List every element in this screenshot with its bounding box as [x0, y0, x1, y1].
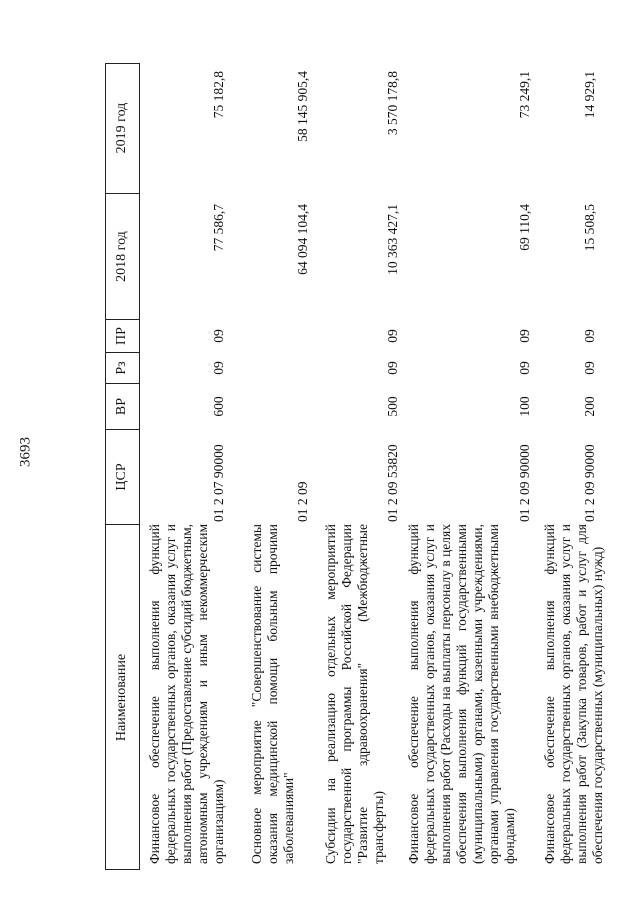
column-divider	[105, 193, 139, 194]
table-border-top	[105, 63, 106, 870]
row-pr: 09	[582, 329, 597, 343]
row-2018: 64 094 104,4	[295, 204, 310, 275]
row-name: Финансовое обеспечение выполнения функций федеральных государственных органов, оказания услуг и выполнения работ (Предоставление субсидий бюджетным, автономным учреждениям и иным некоммерческим организациям)	[147, 524, 226, 864]
row-csr: 01 2 07 90000	[211, 444, 226, 522]
table-row	[402, 63, 534, 870]
budget-table	[105, 63, 603, 870]
header-divider	[139, 63, 140, 870]
table-row	[143, 63, 239, 870]
column-divider	[105, 319, 139, 320]
row-name: Финансовое обеспечение выполнения функций федеральных государственных органов, оказания услуг и выполнения работ (Закупка товаров, работ и услуг для обеспечения государственных (муниципальных) нужд)	[542, 524, 605, 864]
row-pr: 09	[385, 329, 400, 343]
row-vr: 100	[517, 396, 532, 417]
table-row	[245, 63, 313, 870]
header-rz: Рз	[114, 361, 129, 375]
row-2019: 3 570 178,8	[385, 71, 400, 136]
table-row	[319, 63, 399, 870]
row-2019: 58 145 905,4	[295, 71, 310, 142]
row-name: Субсидии на реализацию отдельных мероприятий государственной программы Российской Федерации "Развитие здравоохранения" (Межбюджетные трансферты)	[323, 524, 386, 864]
header-2019: 2019 год	[114, 102, 129, 154]
header-csr: ЦСР	[114, 463, 129, 491]
row-2019: 14 929,1	[582, 71, 597, 119]
header-2018: 2018 год	[114, 231, 129, 282]
row-vr: 600	[211, 396, 226, 417]
row-pr: 09	[517, 329, 532, 343]
row-rz: 09	[211, 361, 226, 375]
page-number-text: 3693	[17, 437, 34, 467]
column-divider	[105, 524, 139, 525]
row-csr: 01 2 09	[295, 481, 310, 522]
row-2019: 73 249,1	[517, 71, 532, 119]
table-row	[538, 63, 605, 870]
row-2018: 10 363 427,1	[385, 204, 400, 275]
row-2018: 15 508,5	[582, 204, 597, 252]
row-2018: 77 586,7	[211, 204, 226, 252]
row-2019: 75 182,8	[211, 71, 226, 119]
column-divider	[105, 429, 139, 430]
row-csr: 01 2 09 53820	[385, 444, 400, 522]
header-name: Наименование	[114, 653, 129, 742]
row-vr: 500	[385, 396, 400, 417]
row-2018: 69 110,4	[517, 204, 532, 251]
row-rz: 09	[517, 361, 532, 375]
table-border-right	[105, 63, 139, 64]
row-name: Основное мероприятие "Совершенствование системы оказания медицинской помощи больным прочими заболеваниями"	[249, 524, 296, 864]
header-vr: ВР	[114, 397, 129, 416]
row-vr: 200	[582, 396, 597, 417]
row-csr: 01 2 09 90000	[582, 444, 597, 522]
column-divider	[105, 352, 139, 353]
row-csr: 01 2 09 90000	[517, 444, 532, 522]
row-rz: 09	[385, 361, 400, 375]
header-pr: ПР	[114, 327, 129, 345]
row-pr: 09	[211, 329, 226, 343]
row-name: Финансовое обеспечение выполнения функций федеральных государственных органов, оказания услуг и выполнения работ (Расходы на выплаты персоналу в целях обеспечения выполнения функций государственными (муниципальными) органами, казенными учреждениями, органами управления государственными внебюджетными фондами)	[406, 524, 517, 864]
table-border-left	[105, 869, 139, 870]
row-rz: 09	[582, 361, 597, 375]
column-divider	[105, 383, 139, 384]
